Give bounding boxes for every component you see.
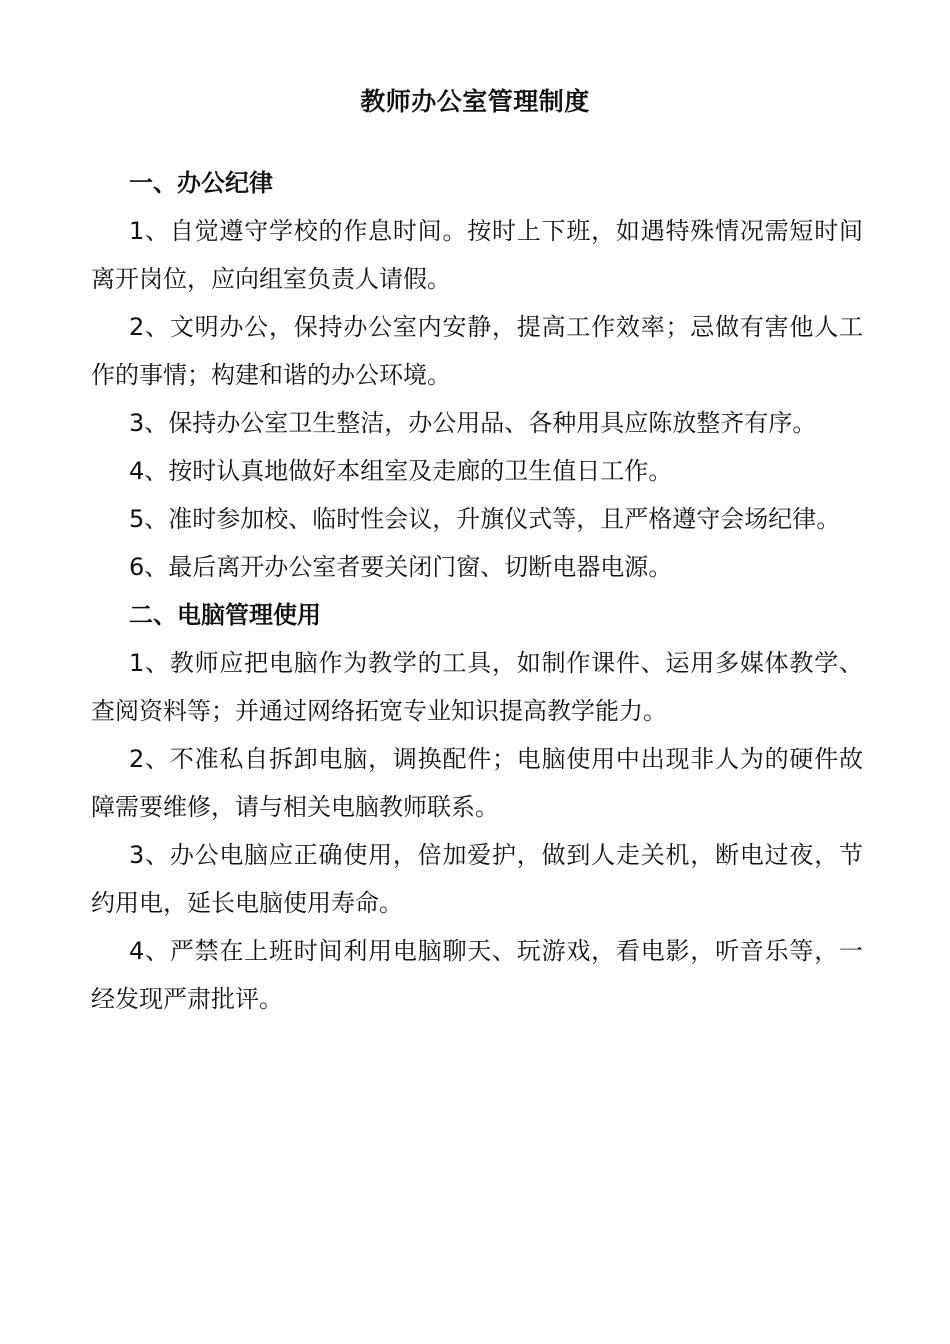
rule-item: 5、准时参加校、临时性会议，升旗仪式等，且严格遵守会场纪律。 [129,505,841,533]
section-heading-computer-use: 二、电脑管理使用 [129,601,321,629]
document-title: 教师办公室管理制度 [360,87,590,116]
section-heading-office-discipline: 一、办公纪律 [129,169,273,197]
rule-item: 4、按时认真地做好本组室及走廊的卫生值日工作。 [129,457,673,485]
rule-item: 6、最后离开办公室者要关闭门窗、切断电器电源。 [129,553,673,581]
rule-item: 4、严禁在上班时间利用电脑聊天、玩游戏，看电影，听音乐等，一经发现严肃批评。 [91,937,863,1013]
rule-item: 3、办公电脑应正确使用，倍加爱护，做到人走关机，断电过夜，节约用电，延长电脑使用寿命。 [91,841,863,917]
document-body [91,159,863,1023]
rule-item: 2、文明办公，保持办公室内安静，提高工作效率；忌做有害他人工作的事情；构建和谐的办公环境。 [91,313,863,389]
rule-item: 1、教师应把电脑作为教学的工具，如制作课件、运用多媒体教学、查阅资料等；并通过网络拓宽专业知识提高教学能力。 [91,649,863,725]
rule-item: 2、不准私自拆卸电脑，调换配件；电脑使用中出现非人为的硬件故障需要维修，请与相关电脑教师联系。 [91,745,863,821]
rule-item: 1、自觉遵守学校的作息时间。按时上下班，如遇特殊情况需短时间离开岗位，应向组室负责人请假。 [91,217,863,293]
rule-item: 3、保持办公室卫生整洁，办公用品、各种用具应陈放整齐有序。 [129,409,817,437]
